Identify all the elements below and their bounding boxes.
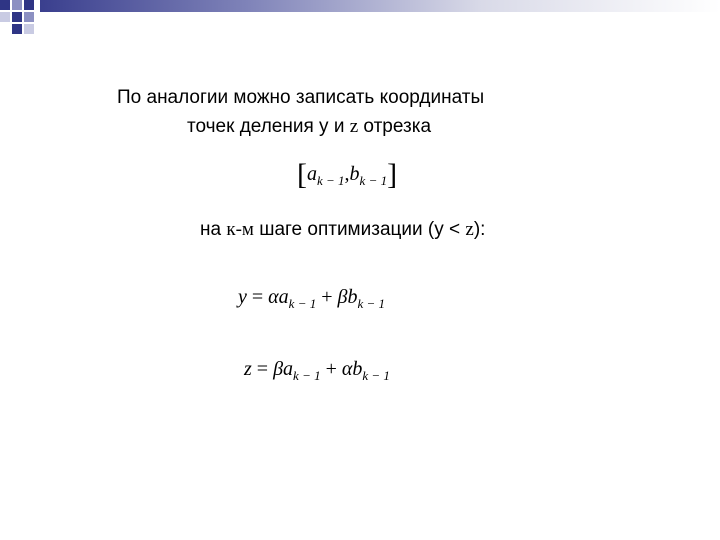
formula-z-b-subscript: k − 1: [362, 368, 390, 383]
slide-text-line2: [187, 115, 431, 139]
decor-square: [12, 12, 22, 22]
formula-y-a: a: [278, 286, 289, 308]
interval-b: b: [349, 163, 360, 185]
header-decoration: [0, 0, 720, 40]
line2-prefix: точек деления: [187, 116, 320, 137]
formula-y-b-subscript: k − 1: [357, 296, 386, 311]
formula-z-alpha: α: [341, 358, 353, 380]
formula-z-eq: =: [251, 358, 274, 380]
formula-z: [244, 358, 390, 384]
interval-b-subscript: k − 1: [359, 173, 388, 188]
slide-text-line1: По аналогии можно записать координаты: [117, 87, 485, 108]
decor-square: [24, 24, 34, 34]
line2-z: z: [349, 116, 359, 137]
line2-suffix: отрезка: [358, 116, 432, 137]
decor-square: [0, 12, 10, 22]
interval-open-bracket: [: [297, 158, 307, 191]
decor-square: [12, 0, 22, 10]
formula-z-plus: +: [320, 358, 342, 380]
decor-square: [12, 24, 22, 34]
formula-y-a-subscript: k − 1: [288, 296, 317, 311]
decor-square: [24, 12, 34, 22]
formula-y-eq: =: [246, 286, 269, 308]
interval-formula: [297, 158, 397, 192]
line2-y: y: [319, 116, 329, 137]
decor-square: [24, 0, 34, 10]
formula-y-alpha: α: [268, 286, 279, 308]
header-gradient-bar: [40, 0, 720, 12]
formula-z-lhs: z: [244, 358, 252, 380]
formula-z-b: b: [352, 358, 363, 380]
formula-z-a-subscript: k − 1: [293, 368, 321, 383]
decor-square: [0, 0, 10, 10]
interval-a: a: [307, 163, 317, 185]
formula-y-lhs: y: [238, 286, 247, 308]
line3-z: z: [465, 219, 474, 240]
interval-a-subscript: k − 1: [317, 173, 345, 188]
line3-suffix: ):: [473, 219, 486, 240]
formula-z-beta: β: [273, 358, 284, 380]
formula-y-beta: β: [337, 286, 348, 308]
formula-z-a: a: [283, 358, 294, 380]
slide-text-line3: [200, 218, 485, 242]
formula-y: [238, 286, 385, 312]
line3-k: к-м: [226, 219, 254, 240]
line3-prefix: на: [200, 219, 227, 240]
line3-mid: шаге оптимизации (y <: [253, 219, 466, 240]
formula-y-b: b: [347, 286, 358, 308]
interval-close-bracket: ]: [387, 158, 398, 191]
formula-y-plus: +: [316, 286, 338, 308]
line2-and: и: [328, 116, 350, 137]
interval-comma: ,: [344, 163, 350, 185]
